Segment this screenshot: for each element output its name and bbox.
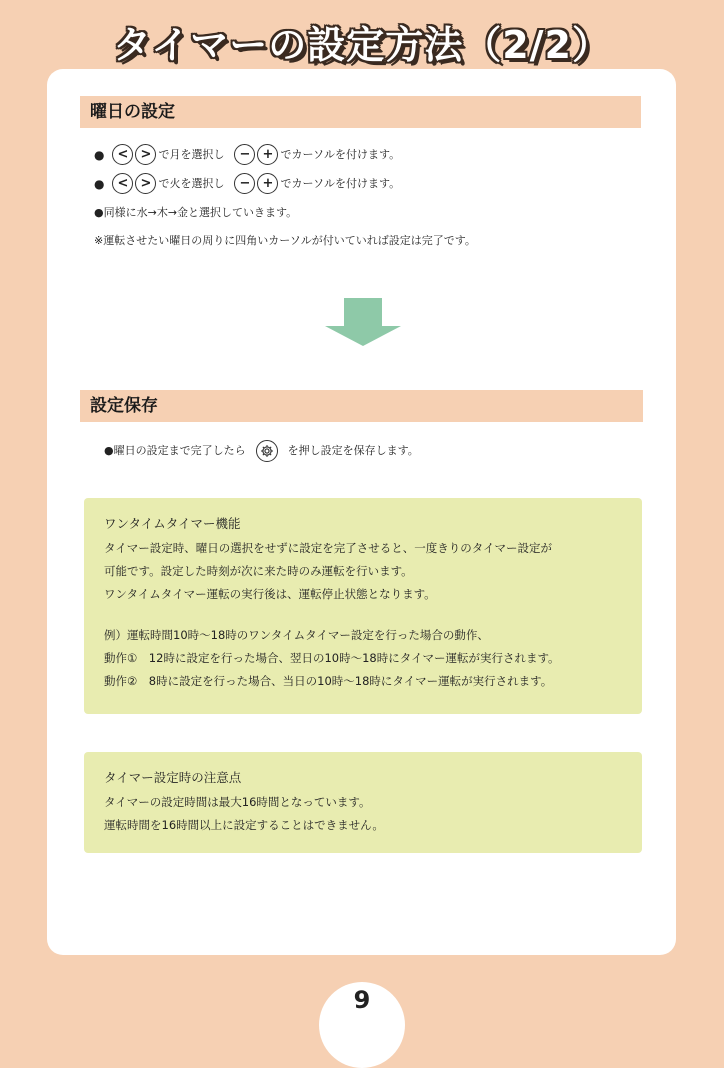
note-line: タイマーの設定時間は最大16時間となっています。 — [104, 795, 371, 809]
down-arrow-icon — [325, 298, 401, 346]
save-instruction — [104, 440, 419, 462]
instruction-text: でカーソルを付けます。 — [280, 176, 401, 190]
instruction-line-2 — [94, 173, 400, 194]
instruction-text: で月を選択し — [158, 147, 225, 161]
page-number: 9 — [353, 986, 371, 1014]
section-header-save: 設定保存 — [80, 390, 643, 422]
left-arrow-button-icon: < — [112, 144, 133, 165]
section-header-weekday: 曜日の設定 — [80, 96, 641, 128]
instruction-line-4: ※運転させたい曜日の周りに四角いカーソルが付いていれば設定は完了です。 — [94, 234, 476, 247]
note-title: タイマー設定時の注意点 — [104, 770, 242, 785]
bullet: ● — [94, 176, 105, 191]
note-line: 動作② 8時に設定を行った場合、当日の10時〜18時にタイマー運転が実行されます。 — [104, 674, 553, 688]
minus-button-icon: − — [234, 144, 255, 165]
note-title: ワンタイムタイマー機能 — [104, 516, 241, 531]
note-line: 運転時間を16時間以上に設定することはできません。 — [104, 818, 384, 832]
note-line: タイマー設定時、曜日の選択をせずに設定を完了させると、一度きりのタイマー設定が — [104, 541, 553, 555]
right-arrow-button-icon: > — [135, 144, 156, 165]
page-title: タイマーの設定方法（2/2） — [112, 23, 611, 67]
note-line: 例）運転時間10時〜18時のワンタイムタイマー設定を行った場合の動作、 — [104, 628, 489, 642]
note-box-caution — [84, 752, 642, 853]
instruction-text: でカーソルを付けます。 — [280, 147, 401, 161]
note-line: 可能です。設定した時刻が次に来た時のみ運転を行います。 — [104, 564, 413, 578]
instruction-text: を押し設定を保存します。 — [287, 444, 419, 457]
right-arrow-button-icon: > — [135, 173, 156, 194]
gear-icon — [256, 440, 278, 462]
note-line: 動作① 12時に設定を行った場合、翌日の10時〜18時にタイマー運転が実行されます。 — [104, 651, 560, 665]
instruction-text: で火を選択し — [158, 176, 225, 190]
bullet: ● — [94, 147, 105, 162]
note-line — [104, 606, 622, 624]
instruction-line-3: ●同様に水→木→金と選択していきます。 — [94, 206, 298, 219]
left-arrow-button-icon: < — [112, 173, 133, 194]
plus-button-icon: + — [257, 144, 278, 165]
note-box-one-time-timer — [84, 498, 642, 714]
instruction-text: ●曜日の設定まで完了したら — [104, 444, 246, 457]
instruction-line-1 — [94, 144, 400, 165]
minus-button-icon: − — [234, 173, 255, 194]
note-line: ワンタイムタイマー運転の実行後は、運転停止状態となります。 — [104, 587, 436, 601]
plus-button-icon: + — [257, 173, 278, 194]
